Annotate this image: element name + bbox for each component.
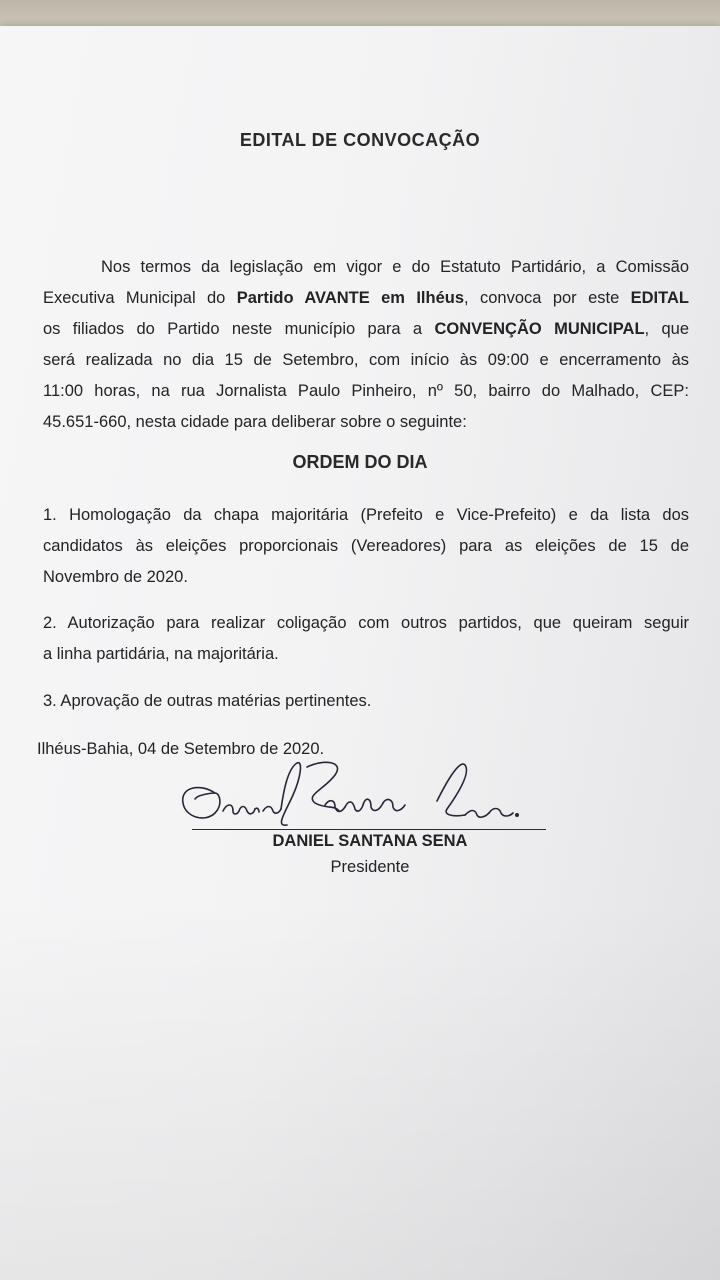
intro-line-5: 11:00 horas, na rua Jornalista Paulo Pinheiro, nº 50, bairro do Malhado, CEP: <box>43 382 689 400</box>
place-date: Ilhéus-Bahia, 04 de Setembro de 2020. <box>37 740 325 758</box>
intro-text: Executiva Municipal do <box>43 289 237 307</box>
signatory-role: Presidente <box>330 858 410 876</box>
intro-text: , que <box>644 320 690 338</box>
party-name: Partido AVANTE em Ilhéus <box>236 289 465 307</box>
signatory-name: DANIEL SANTANA SENA <box>272 832 468 850</box>
agenda-item-1-line-2: candidatos às eleições proporcionais (Vereadores) para as eleições de 15 de <box>43 537 689 555</box>
intro-line-4: será realizada no dia 15 de Setembro, com início às 09:00 e encerramento às <box>43 351 689 369</box>
convention-name: CONVENÇÃO MUNICIPAL <box>434 320 645 338</box>
edital-word: EDITAL <box>630 289 689 307</box>
agenda-title: ORDEM DO DIA <box>292 452 428 472</box>
intro-paragraph <box>43 252 689 438</box>
agenda-item-1-line-3: Novembro de 2020. <box>43 568 188 586</box>
intro-text: , convoca por este <box>464 289 631 307</box>
signature-line <box>192 829 546 830</box>
intro-line-1: Nos termos da legislação em vigor e do Estatuto Partidário, a Comissão <box>101 258 689 276</box>
agenda-item-1-line-1: 1. Homologação da chapa majoritária (Prefeito e Vice-Prefeito) e da lista dos <box>43 506 689 524</box>
agenda-item-3: 3. Aprovação de outras matérias pertinentes. <box>43 692 372 710</box>
agenda-item-2 <box>43 608 689 670</box>
agenda-item-1 <box>43 500 689 593</box>
handwritten-signature <box>175 755 535 835</box>
document-title: EDITAL DE CONVOCAÇÃO <box>239 130 481 150</box>
agenda-item-2-line-1: 2. Autorização para realizar coligação com outros partidos, que queiram seguir <box>43 614 689 632</box>
intro-line-2 <box>43 283 689 314</box>
intro-text: os filiados do Partido neste município para a <box>43 320 435 338</box>
agenda-item-2-line-2: a linha partidária, na majoritária. <box>43 645 279 663</box>
intro-line-6: 45.651-660, nesta cidade para deliberar sobre o seguinte: <box>43 413 467 431</box>
intro-line-3 <box>43 314 689 345</box>
